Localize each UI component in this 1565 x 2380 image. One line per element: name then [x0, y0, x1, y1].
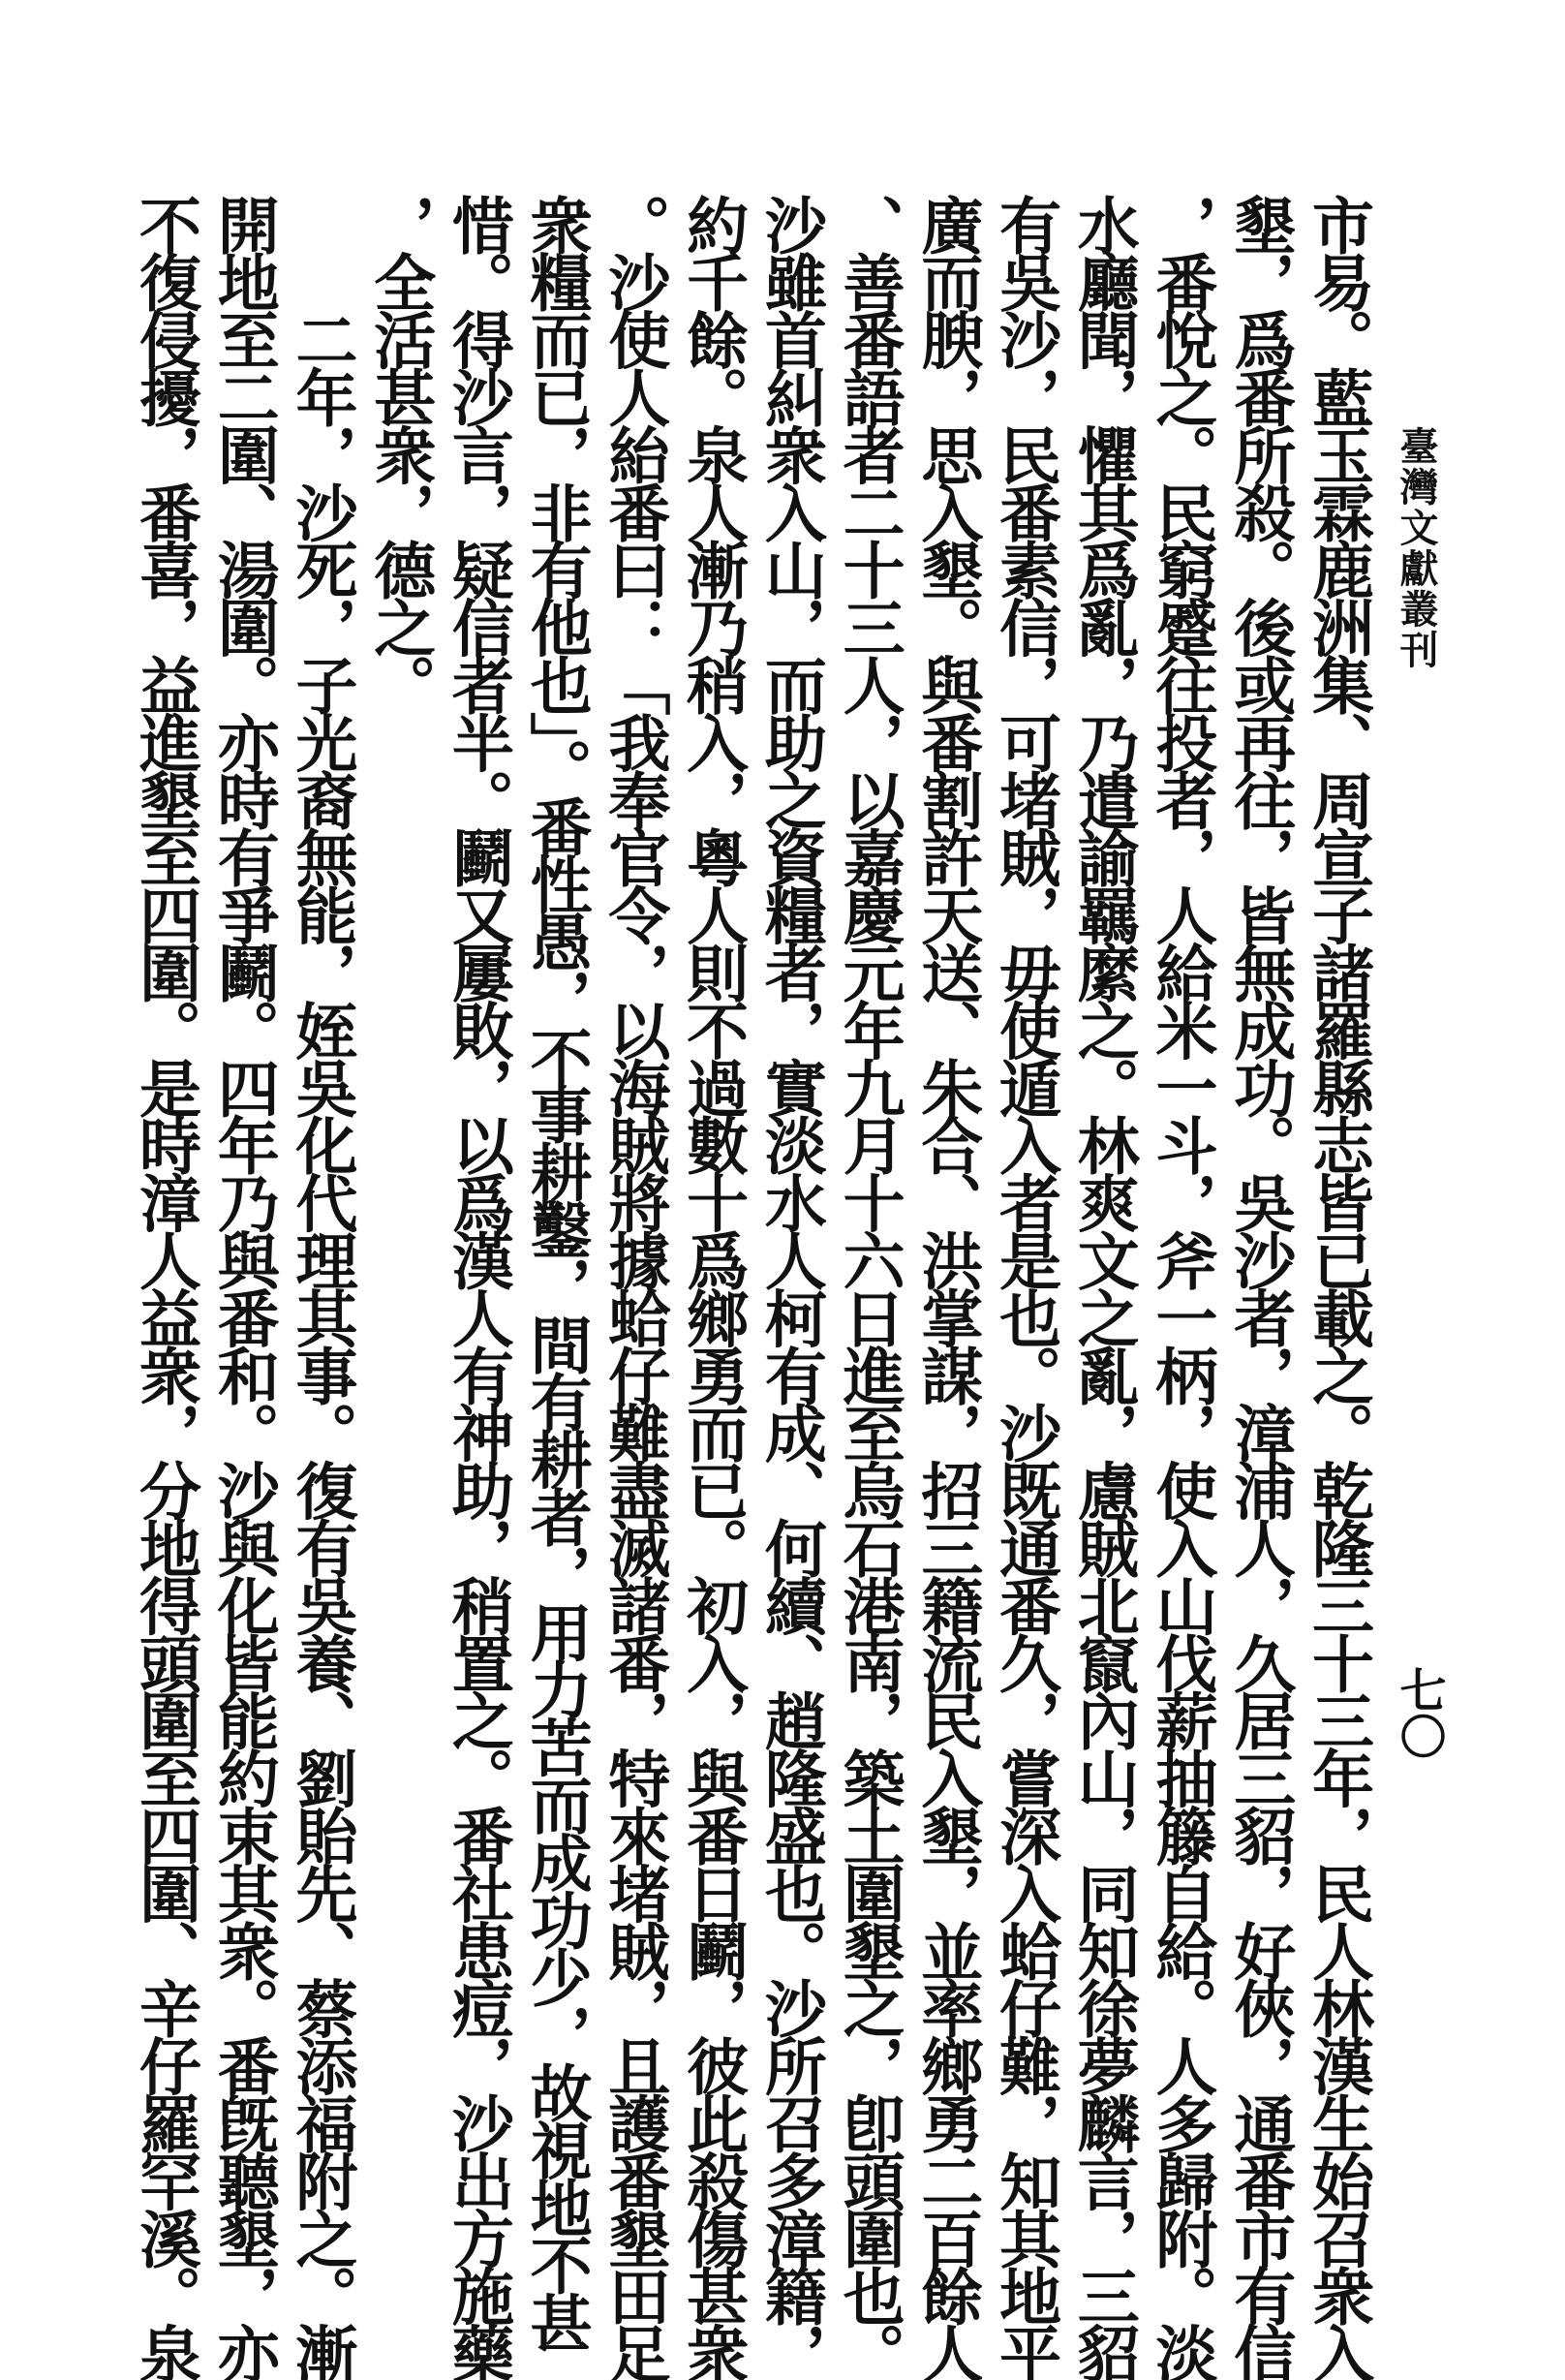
text-column: 。沙使人紿番曰：「我奉官令，以海賊將據蛤仔難盡滅諸番，特來堵賊，且護番墾田足	[598, 194, 671, 2380]
running-header-title: 臺灣文獻叢刊	[1394, 426, 1439, 670]
page-number: 七〇	[1392, 1666, 1446, 1759]
text-column: 墾，爲番所殺。後或再往，皆無成功。吳沙者，漳浦人，久居三貂，好俠，通番市有信	[1223, 194, 1297, 2380]
text-column: 沙雖首糾衆入山，而助之資糧者，實淡水人柯有成、何續、趙隆盛也。沙所召多漳籍，	[753, 194, 827, 2380]
text-column: 、善番語者二十三人，以嘉慶元年九月十六日進至烏石港南，築土圍墾之，卽頭圍也。	[832, 194, 905, 2380]
text-column: 水廳聞，懼其爲亂，乃遣諭羈縻之。林爽文之亂，慮賊北竄內山，同知徐夢麟言，三貂	[1066, 194, 1140, 2380]
text-column: 約千餘。泉人漸乃稍入，粵人則不過數十爲鄉勇而已。初入，與番日鬬，彼此殺傷甚衆	[676, 194, 750, 2380]
text-column: 二年，沙死，子光裔無能，姪吳化代理其事。復有吳養、劉貽先、蔡添福附之。漸	[285, 194, 358, 2380]
text-column: ，全活甚衆，德之。	[363, 194, 437, 712]
text-column: 有吳沙，民番素信，可堵賊，毋使遁入者是也。沙既通番久，嘗深入蛤仔難，知其地平	[989, 194, 1062, 2380]
text-column: 衆糧而已，非有他也」。番性愚，不事耕鑿，間有耕者，用力苦而成功少，故視地不甚	[519, 194, 593, 2350]
text-column: 不復侵擾，番喜，益進墾至四圍。是時漳人益衆，分地得頭圍至四圍、辛仔羅罕溪。泉	[128, 194, 201, 2380]
text-column: 開地至二圍、湯圍。亦時有爭鬬。四年乃與番和。沙與化皆能約束其衆。番旣聽墾，亦	[206, 194, 280, 2380]
body-text	[127, 194, 1376, 2380]
text-column: 廣而腴，思入墾。與番割許天送、朱合、洪掌謀，招三籍流民入墾，並率鄉勇二百餘人	[910, 194, 984, 2380]
text-column: 惜。得沙言，疑信者半。鬬又屢敗，以爲漢人有神助，稍置之。番社患痘，沙出方施藥	[441, 194, 514, 2380]
text-column: ，番悅之。民窮蹙往投者，人給米一斗，斧一柄，使入山伐薪抽籐自給。人多歸附。淡	[1145, 194, 1218, 2380]
text-column: 市易。藍玉霖鹿洲集、周宣子諸羅縣志皆已載之。乾隆三十三年，民人林漢生始召衆入	[1302, 194, 1374, 2380]
